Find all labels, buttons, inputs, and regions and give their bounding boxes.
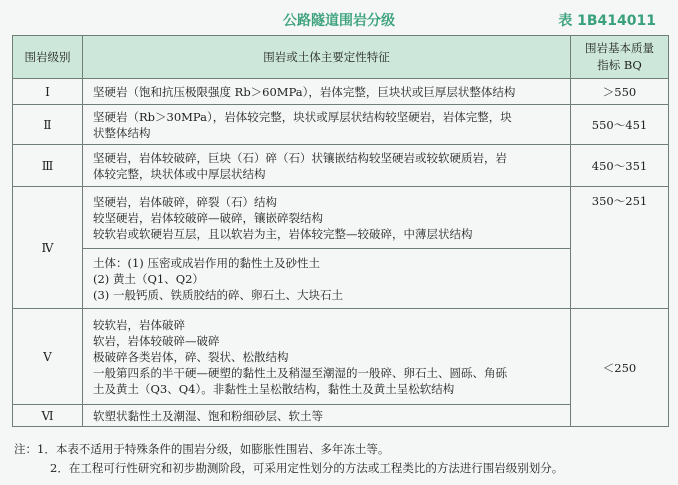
table-row <box>13 145 669 187</box>
column-header-bq <box>571 36 669 79</box>
column-header-bq-line1: 围岩基本质量 <box>585 41 654 55</box>
feature-line: 软塑状黏性土及潮湿、饱和粉细砂层、软土等 <box>93 408 323 423</box>
table-row <box>13 79 669 105</box>
feature-line: 坚硬岩（Rb＞30MPa），岩体较完整，块状或厚层状结构较坚硬岩，岩体完整，块 <box>93 109 512 124</box>
table-number: 表 1B414011 <box>558 13 656 29</box>
features-cell <box>83 309 571 405</box>
feature-line: 软岩，岩体较破碎—破碎 <box>93 333 220 348</box>
note-1: 注：1．本表不适用于特殊条件的围岩分级，如膨胀性围岩、多年冻土等。 <box>14 442 390 456</box>
bq-cell: 550～451 <box>571 105 669 145</box>
grade-cell: Ⅴ <box>13 309 83 405</box>
bq-cell: 350～251 <box>571 187 669 309</box>
table-header-row <box>13 36 669 79</box>
rock-grade-table <box>12 35 669 427</box>
column-header-bq-line2: 指标 BQ <box>597 58 642 72</box>
grade-cell: Ⅳ <box>13 187 83 309</box>
table-row <box>13 249 669 309</box>
features-cell <box>83 405 571 427</box>
table-row <box>13 405 669 427</box>
table-row <box>13 105 669 145</box>
note-2: 2．在工程可行性研究和初步勘测阶段，可采用定性划分的方法或工程类比的方法进行围岩级别划分。 <box>50 461 564 475</box>
feature-line: 极破碎各类岩体，碎、裂状、松散结构 <box>93 349 289 364</box>
feature-line: 土及黄土（Q3、Q4）。非黏性土呈松散结构，黏性土及黄土呈松软结构 <box>93 381 455 396</box>
soil-line: (2) 黄土（Q1、Q2） <box>93 271 204 286</box>
table-title: 公路隧道围岩分级 <box>283 13 395 29</box>
soil-line: (3) 一般钙质、铁质胶结的碎、卵石土、大块石土 <box>93 287 343 302</box>
grade-cell: Ⅰ <box>13 79 83 105</box>
feature-line: 较软岩，岩体破碎 <box>93 317 185 332</box>
table-row <box>13 309 669 405</box>
features-cell <box>83 79 571 105</box>
feature-line: 坚硬岩（饱和抗压极限强度 Rb＞60MPa），岩体完整，巨块状或巨厚层状整体结构 <box>93 84 516 99</box>
title-row <box>0 10 678 32</box>
feature-line: 较软岩或软硬岩互层，且以软岩为主，岩体较完整—较破碎，中薄层状结构 <box>93 226 473 241</box>
soil-line: 土体：(1) 压密或成岩作用的黏性土及砂性土 <box>93 255 320 270</box>
feature-line: 一般第四系的半干硬—硬塑的黏性土及稍湿至潮湿的一般碎、卵石土、圆砾、角砾 <box>93 365 507 380</box>
column-header-features: 围岩或土体主要定性特征 <box>83 36 571 79</box>
feature-line: 体较完整，块状体或中厚层状结构 <box>93 166 266 181</box>
features-cell <box>83 187 571 249</box>
table-row <box>13 187 669 249</box>
feature-line: 较坚硬岩，岩体较破碎—破碎，镶嵌碎裂结构 <box>93 210 323 225</box>
soil-features-cell <box>83 249 571 309</box>
column-header-grade: 围岩级别 <box>13 36 83 79</box>
features-cell <box>83 145 571 187</box>
grade-cell: Ⅱ <box>13 105 83 145</box>
grade-cell: Ⅵ <box>13 405 83 427</box>
grade-cell: Ⅲ <box>13 145 83 187</box>
bq-cell: ＜250 <box>571 309 669 427</box>
bq-cell: 450～351 <box>571 145 669 187</box>
feature-line: 坚硬岩，岩体破碎，碎裂（石）结构 <box>93 194 277 209</box>
feature-line: 状整体结构 <box>93 125 151 140</box>
table-notes <box>14 440 670 478</box>
bq-cell: ＞550 <box>571 79 669 105</box>
feature-line: 坚硬岩，岩体较破碎，巨块（石）碎（石）状镶嵌结构较坚硬岩或较软硬质岩，岩 <box>93 150 507 165</box>
features-cell <box>83 105 571 145</box>
